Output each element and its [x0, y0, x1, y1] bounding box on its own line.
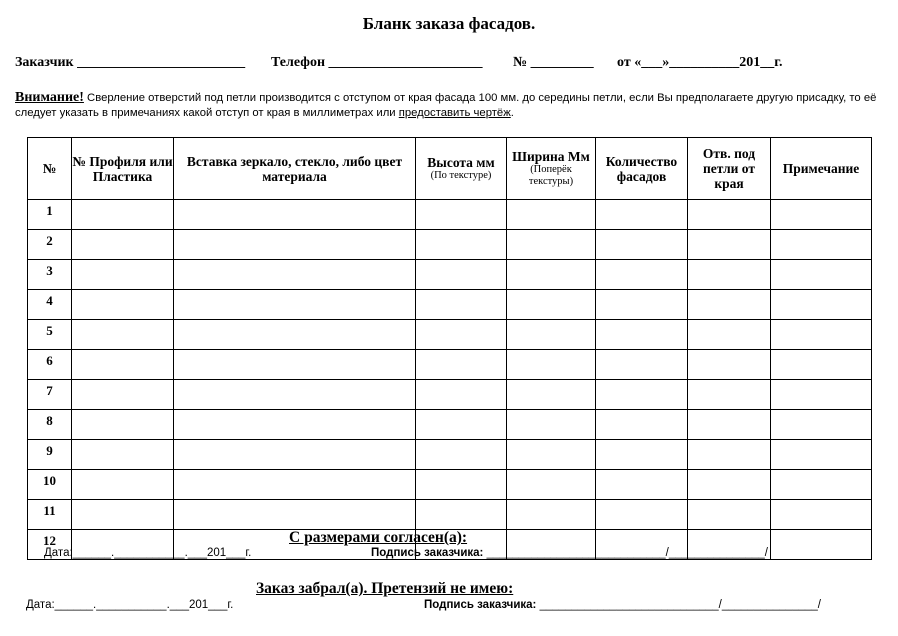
table-row — [28, 200, 872, 230]
table-header-row — [28, 138, 872, 200]
col-width-cell[interactable] — [507, 410, 596, 440]
col-width-cell[interactable] — [507, 350, 596, 380]
table-row — [28, 320, 872, 350]
col-height-cell[interactable] — [416, 230, 507, 260]
col-quantity-cell[interactable] — [596, 410, 688, 440]
col-hinge-offset-cell[interactable] — [688, 500, 771, 530]
col-height-cell[interactable] — [416, 260, 507, 290]
table-row — [28, 230, 872, 260]
col-profile-cell[interactable] — [72, 470, 174, 500]
pickup-date-field[interactable]: Дата:______.___________.___201___г. — [26, 599, 234, 611]
col-insert-cell[interactable] — [174, 440, 416, 470]
col-hinge-offset-cell[interactable] — [688, 350, 771, 380]
col-hinge-offset-cell[interactable] — [688, 470, 771, 500]
row-number: 11 — [28, 500, 72, 530]
col-quantity-cell[interactable] — [596, 500, 688, 530]
col-height-cell[interactable] — [416, 470, 507, 500]
col-hinge-offset-cell[interactable] — [688, 410, 771, 440]
col-note-cell[interactable] — [771, 230, 872, 260]
table-row — [28, 260, 872, 290]
row-number: 2 — [28, 230, 72, 260]
col-profile-cell[interactable] — [72, 350, 174, 380]
table-row — [28, 410, 872, 440]
col-insert-cell[interactable] — [174, 230, 416, 260]
row-number: 12 — [28, 530, 72, 560]
col-profile-cell[interactable] — [72, 440, 174, 470]
table-row — [28, 290, 872, 320]
col-quantity-cell[interactable] — [596, 350, 688, 380]
col-number-header: № — [28, 138, 72, 200]
col-height-cell[interactable] — [416, 380, 507, 410]
col-hinge-offset-cell[interactable] — [688, 320, 771, 350]
row-number: 7 — [28, 380, 72, 410]
col-hinge-offset-cell[interactable] — [688, 200, 771, 230]
pickup-heading: Заказ забрал(а). Претензий не имею: — [256, 580, 514, 597]
col-height-cell[interactable] — [416, 440, 507, 470]
col-profile-cell[interactable] — [72, 410, 174, 440]
row-number: 9 — [28, 440, 72, 470]
col-profile-header: № Профиля или Пластика — [72, 138, 174, 200]
col-quantity-cell[interactable] — [596, 290, 688, 320]
col-profile-cell[interactable] — [72, 200, 174, 230]
table-row — [28, 440, 872, 470]
col-insert-cell[interactable] — [174, 470, 416, 500]
col-profile-cell[interactable] — [72, 380, 174, 410]
row-number: 1 — [28, 200, 72, 230]
col-width-cell[interactable] — [507, 290, 596, 320]
col-width-cell[interactable] — [507, 230, 596, 260]
drawing-note: предоставить чертёж — [398, 107, 511, 119]
col-hinge-offset-header: Отв. под петли от края — [688, 138, 771, 200]
col-profile-cell[interactable] — [72, 320, 174, 350]
col-height-header: Высота мм (По текстуре) — [416, 138, 507, 200]
row-number: 8 — [28, 410, 72, 440]
drilling-notice: Внимание! Сверление отверстий под петли производится с отступом от края фасада 100 мм. до середины петли, если Вы предполагаете другую присадку, то её следует указать в примечаниях какой отступ от края в миллиметрах или предоставить чертёж. — [15, 90, 877, 119]
col-insert-cell[interactable] — [174, 500, 416, 530]
col-insert-cell[interactable] — [174, 260, 416, 290]
col-height-cell[interactable] — [416, 200, 507, 230]
col-hinge-offset-cell[interactable] — [688, 260, 771, 290]
col-width-cell[interactable] — [507, 500, 596, 530]
row-number: 10 — [28, 470, 72, 500]
col-quantity-header: Количество фасадов — [596, 138, 688, 200]
col-insert-cell[interactable] — [174, 200, 416, 230]
table-row — [28, 350, 872, 380]
table-row — [28, 470, 872, 500]
table-row — [28, 380, 872, 410]
col-width-cell[interactable] — [507, 470, 596, 500]
col-width-header: Ширина Мм (Поперёк текстуры) — [507, 138, 596, 200]
phone-field[interactable]: Телефон ______________________ — [271, 55, 483, 70]
col-profile-cell[interactable] — [72, 500, 174, 530]
col-hinge-offset-cell[interactable] — [688, 380, 771, 410]
order-number-field[interactable]: № _________ — [513, 55, 594, 70]
col-quantity-cell[interactable] — [596, 440, 688, 470]
col-insert-header: Вставка зеркало, стекло, либо цвет материала — [174, 138, 416, 200]
col-quantity-cell[interactable] — [596, 230, 688, 260]
col-note-cell[interactable] — [771, 380, 872, 410]
col-note-cell[interactable] — [771, 440, 872, 470]
col-quantity-cell[interactable] — [596, 200, 688, 230]
col-note-cell[interactable] — [771, 290, 872, 320]
col-height-cell[interactable] — [416, 500, 507, 530]
customer-field[interactable]: Заказчик ________________________ — [15, 55, 246, 70]
row-number: 3 — [28, 260, 72, 290]
col-quantity-cell[interactable] — [596, 470, 688, 500]
col-insert-cell[interactable] — [174, 350, 416, 380]
col-note-cell[interactable] — [771, 200, 872, 230]
agreed-signature-field[interactable]: Подпись заказчика: ____________________________/_______________/ — [371, 547, 768, 559]
col-profile-cell[interactable] — [72, 230, 174, 260]
col-quantity-cell[interactable] — [596, 320, 688, 350]
col-note-header: Примечание — [771, 138, 872, 200]
pickup-signature-field[interactable]: Подпись заказчика: ____________________________/_______________/ — [424, 599, 821, 611]
attention-label: Внимание! — [15, 90, 84, 105]
order-table — [27, 137, 872, 560]
col-insert-cell[interactable] — [174, 320, 416, 350]
col-hinge-offset-cell[interactable] — [688, 230, 771, 260]
col-insert-cell[interactable] — [174, 410, 416, 440]
col-quantity-cell[interactable] — [596, 260, 688, 290]
agreed-heading: С размерами согласен(а): — [289, 529, 468, 546]
col-height-cell[interactable] — [416, 290, 507, 320]
col-insert-cell[interactable] — [174, 290, 416, 320]
col-quantity-cell[interactable] — [596, 380, 688, 410]
col-note-cell[interactable] — [771, 350, 872, 380]
col-note-cell[interactable] — [771, 260, 872, 290]
row-number: 5 — [28, 320, 72, 350]
col-note-cell[interactable] — [771, 410, 872, 440]
agreed-date-field[interactable]: Дата:______.___________.___201___г. — [44, 547, 252, 559]
table-row — [28, 500, 872, 530]
row-number: 4 — [28, 290, 72, 320]
col-profile-cell[interactable] — [72, 260, 174, 290]
col-insert-cell[interactable] — [174, 380, 416, 410]
col-width-cell[interactable] — [507, 320, 596, 350]
col-note-cell[interactable] — [771, 470, 872, 500]
row-number: 6 — [28, 350, 72, 380]
form-title: Бланк заказа фасадов. — [362, 14, 536, 33]
col-hinge-offset-cell[interactable] — [688, 290, 771, 320]
col-note-cell[interactable] — [771, 320, 872, 350]
col-note-cell[interactable] — [771, 500, 872, 530]
col-note-cell[interactable] — [771, 530, 872, 560]
col-height-cell[interactable] — [416, 410, 507, 440]
notice-text: Сверление отверстий под петли производится с отступом от края фасада 100 мм. до середины петли, если Вы предполагаете другую присадку, то её следует указать в примечаниях какой отступ от края в миллиметрах или — [15, 92, 877, 119]
col-profile-cell[interactable] — [72, 290, 174, 320]
col-width-cell[interactable] — [507, 260, 596, 290]
col-height-cell[interactable] — [416, 320, 507, 350]
order-date-field[interactable]: от «___»__________201__г. — [617, 55, 783, 70]
col-width-cell[interactable] — [507, 380, 596, 410]
col-width-cell[interactable] — [507, 200, 596, 230]
col-height-cell[interactable] — [416, 350, 507, 380]
col-hinge-offset-cell[interactable] — [688, 440, 771, 470]
col-width-cell[interactable] — [507, 440, 596, 470]
